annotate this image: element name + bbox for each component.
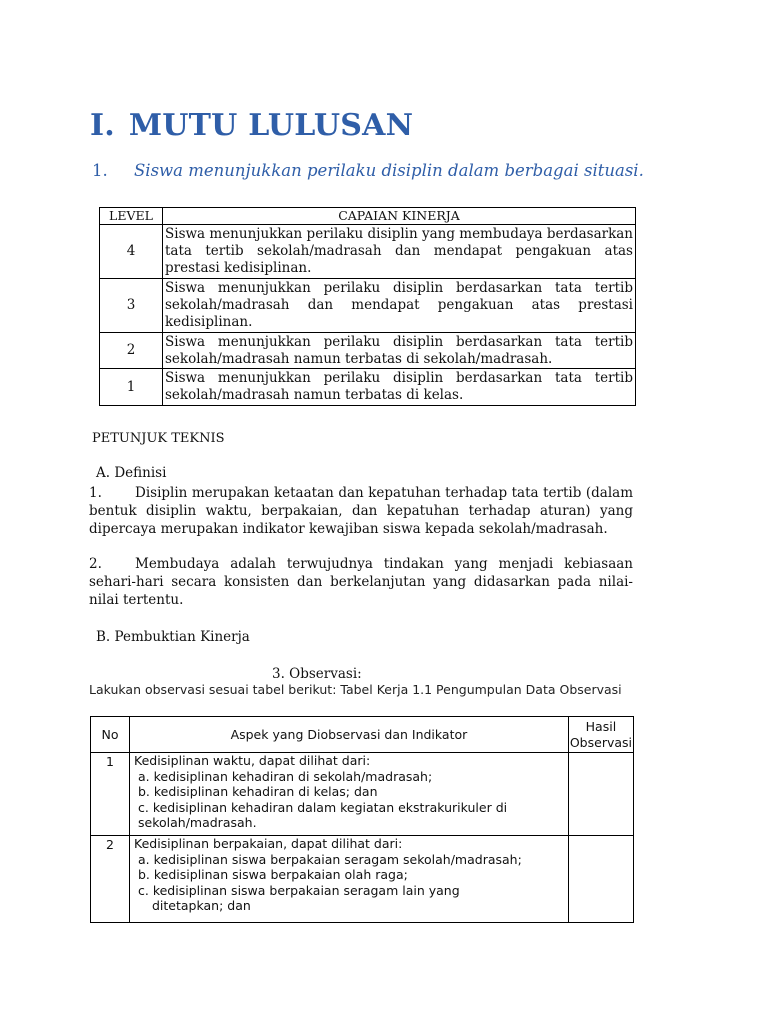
indicator-item: c. kedisiplinan siswa berpakaian seragam lain yang bbox=[138, 882, 460, 898]
table-row bbox=[91, 753, 634, 836]
table-row bbox=[100, 279, 636, 333]
header-hasil: Hasil Observasi bbox=[568, 717, 633, 753]
indicator-item: b. kedisiplinan kehadiran di kelas; dan bbox=[138, 784, 378, 799]
section-b-label: B. Pembuktian Kinerja bbox=[96, 629, 250, 645]
level-cell: 2 bbox=[100, 333, 163, 369]
table-row bbox=[100, 225, 636, 279]
heading-title: MUTU LULUSAN bbox=[128, 108, 414, 143]
indicator-continuation: ditetapkan; dan bbox=[152, 898, 251, 913]
level-cell: 4 bbox=[100, 225, 163, 279]
row-number: 1 bbox=[91, 753, 130, 836]
indicator-item: b. kedisiplinan siswa berpakaian olah raga; bbox=[138, 867, 408, 882]
header-aspek: Aspek yang Diobservasi dan Indikator bbox=[130, 717, 569, 753]
section-a-label: A. Definisi bbox=[96, 465, 167, 481]
observation-table-header bbox=[91, 717, 634, 753]
desc-cell: Siswa menunjukkan perilaku disiplin yang membudaya berdasarkan tata tertib sekolah/madrasah dan mendapat pengakuan atas prestasi kedisiplinan. bbox=[163, 225, 636, 279]
table-row bbox=[100, 369, 636, 406]
sub-heading-number: 1. bbox=[92, 161, 108, 180]
aspek-cell bbox=[130, 753, 569, 836]
table-row bbox=[100, 333, 636, 369]
header-no: No bbox=[91, 717, 130, 753]
level-table bbox=[99, 207, 636, 406]
section-heading bbox=[90, 108, 413, 143]
definition-number: 2. bbox=[89, 556, 102, 572]
observasi-intro: Lakukan observasi sesuai tabel berikut: Tabel Kerja 1.1 Pengumpulan Data Observasi bbox=[89, 682, 622, 697]
aspek-cell bbox=[130, 836, 569, 923]
level-cell: 3 bbox=[100, 279, 163, 333]
indicator-item: c. kedisiplinan kehadiran dalam kegiatan ekstrakurikuler di bbox=[138, 799, 508, 815]
level-table-header bbox=[100, 208, 636, 225]
level-cell: 1 bbox=[100, 369, 163, 406]
definition-2 bbox=[89, 555, 633, 609]
observasi-title: 3. Observasi: bbox=[272, 666, 362, 682]
header-level: LEVEL bbox=[100, 208, 163, 225]
indicator-item: a. kedisiplinan kehadiran di sekolah/madrasah; bbox=[138, 768, 433, 784]
desc-cell: Siswa menunjukkan perilaku disiplin berdasarkan tata tertib sekolah/madrasah namun terbatas di kelas. bbox=[163, 369, 636, 406]
aspek-title: Kedisiplinan waktu, dapat dilihat dari: bbox=[134, 753, 371, 768]
heading-number: I. bbox=[90, 108, 115, 143]
definition-1 bbox=[89, 484, 633, 538]
row-number: 2 bbox=[91, 836, 130, 923]
desc-cell: Siswa menunjukkan perilaku disiplin berdasarkan tata tertib sekolah/madrasah namun terbatas di sekolah/madrasah. bbox=[163, 333, 636, 369]
definition-number: 1. bbox=[89, 485, 102, 501]
observation-table bbox=[90, 716, 634, 923]
petunjuk-heading: PETUNJUK TEKNIS bbox=[92, 431, 225, 446]
definition-text: Disiplin merupakan ketaatan dan kepatuhan terhadap tata tertib (dalam bentuk disiplin waktu, berpakaian, dan kepatuhan terhadap aturan) yang dipercaya merupakan indikator kewajiban siswa kepada sekolah/madrasah. bbox=[89, 485, 633, 537]
hasil-cell[interactable] bbox=[568, 753, 633, 836]
sub-heading-text: Siswa menunjukkan perilaku disiplin dalam berbagai situasi. bbox=[134, 161, 644, 180]
indicator-item: a. kedisiplinan siswa berpakaian seragam sekolah/madrasah; bbox=[138, 851, 522, 867]
hasil-cell[interactable] bbox=[568, 836, 633, 923]
sub-heading bbox=[92, 161, 692, 180]
indicator-continuation: sekolah/madrasah. bbox=[138, 815, 257, 830]
desc-cell: Siswa menunjukkan perilaku disiplin berdasarkan tata tertib sekolah/madrasah dan mendapat pengakuan atas prestasi kedisiplinan. bbox=[163, 279, 636, 333]
aspek-title: Kedisiplinan berpakaian, dapat dilihat dari: bbox=[134, 836, 403, 851]
definition-text: Membudaya adalah terwujudnya tindakan yang menjadi kebiasaan sehari-hari secara konsisten dan berkelanjutan yang didasarkan pada nilai-nilai tertentu. bbox=[89, 556, 633, 608]
header-capaian: CAPAIAN KINERJA bbox=[163, 208, 636, 225]
table-row bbox=[91, 836, 634, 923]
